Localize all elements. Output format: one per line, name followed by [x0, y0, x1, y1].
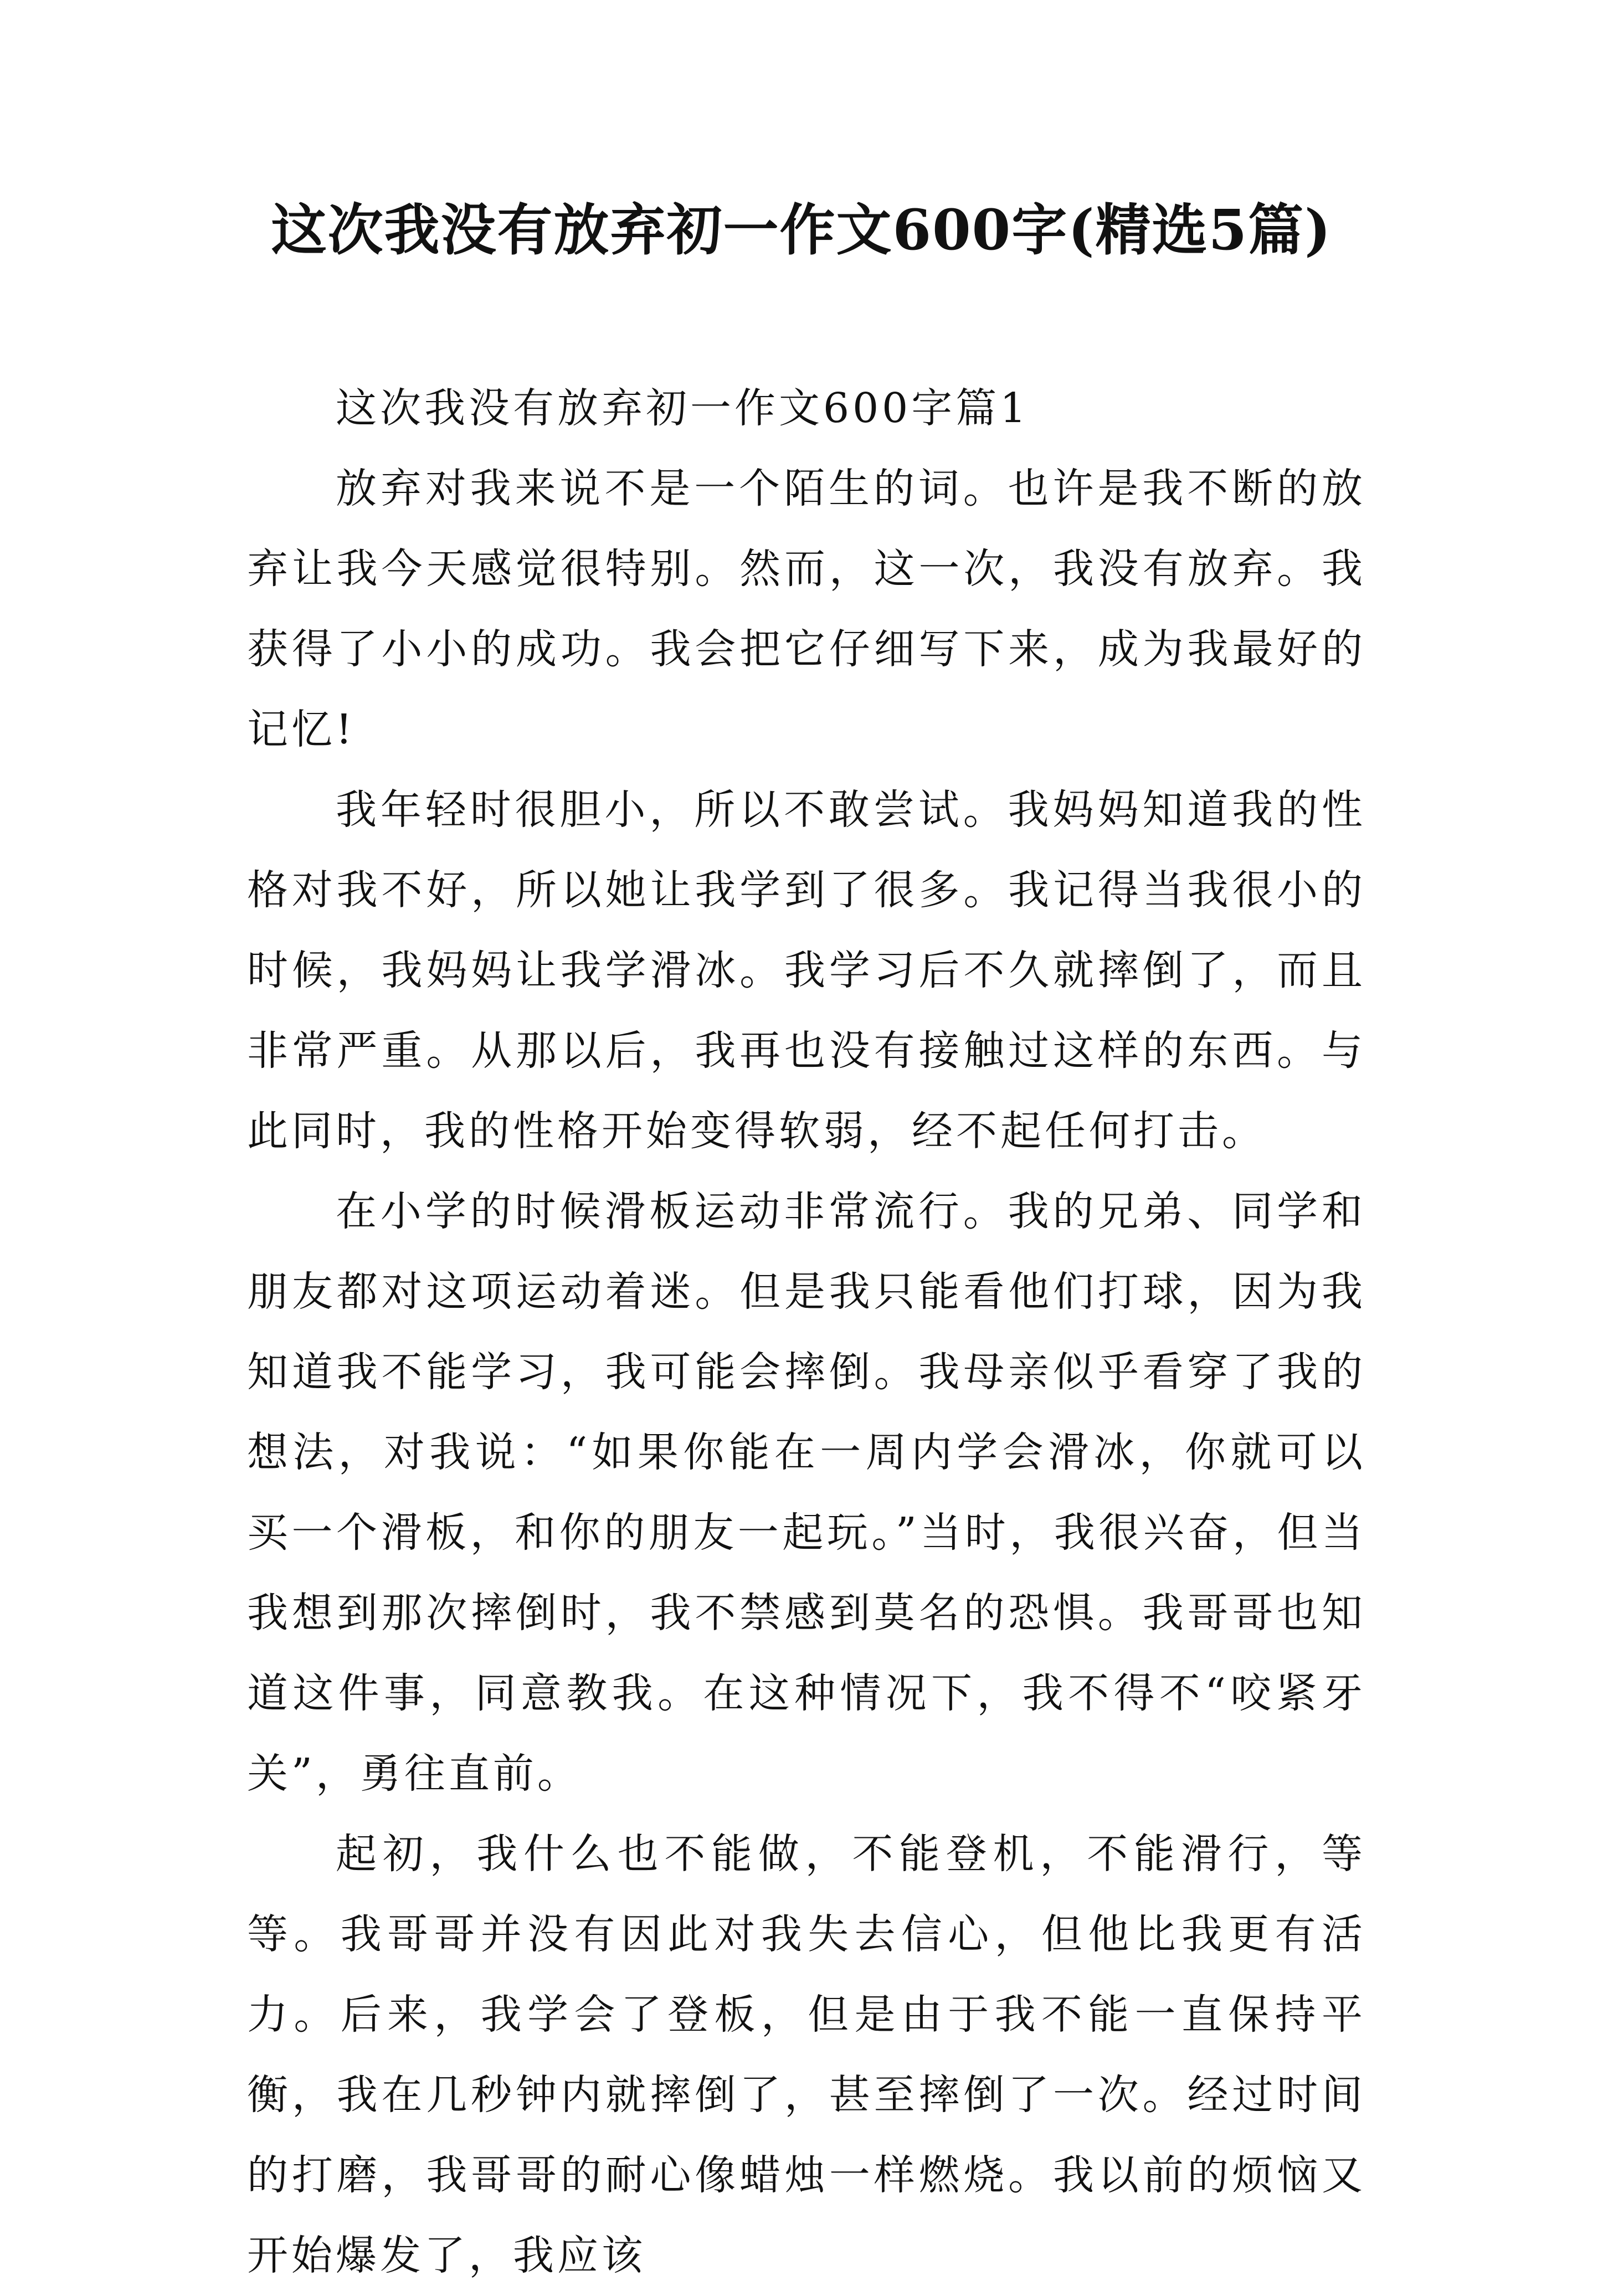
- paragraph: 起初，我什么也不能做，不能登机，不能滑行，等等。我哥哥并没有因此对我失去信心，但他比我更有活力。后来，我学会了登板，但是由于我不能一直保持平衡，我在几秒钟内就摔倒了，甚至摔倒了一次。经过时间的打磨，我哥哥的耐心像蜡烛一样燃烧。我以前的烦恼又开始爆发了，我应该: [247, 1830, 1366, 2279]
- paragraph: 在小学的时候滑板运动非常流行。我的兄弟、同学和朋友都对这项运动着迷。但是我只能看他们打球，因为我知道我不能学习，我可能会摔倒。我母亲似乎看穿了我的想法，对我说：“如果你能在一周内学会滑冰，你就可以买一个滑板，和你的朋友一起玩。”当时，我很兴奋，但当我想到那次摔倒时，我不禁感到莫名的恐惧。我哥哥也知道这件事，同意教我。在这种情况下，我不得不“咬紧牙关”，勇往直前。: [247, 1188, 1366, 1797]
- document-body: [247, 368, 1366, 2296]
- section-heading: 这次我没有放弃初一作文600字篇1: [336, 384, 1030, 432]
- paragraph: 放弃对我来说不是一个陌生的词。也许是我不断的放弃让我今天感觉很特别。然而，这一次，我没有放弃。我获得了小小的成功。我会把它仔细写下来，成为我最好的记忆!: [247, 465, 1366, 753]
- paragraph: 我年轻时很胆小，所以不敢尝试。我妈妈知道我的性格对我不好，所以她让我学到了很多。我记得当我很小的时候，我妈妈让我学滑冰。我学习后不久就摔倒了，而且非常严重。从那以后，我再也没有接触过这样的东西。与此同时，我的性格开始变得软弱，经不起任何打击。: [247, 786, 1366, 1155]
- document-title: 这次我没有放弃初一作文600字(精选5篇): [271, 197, 1332, 263]
